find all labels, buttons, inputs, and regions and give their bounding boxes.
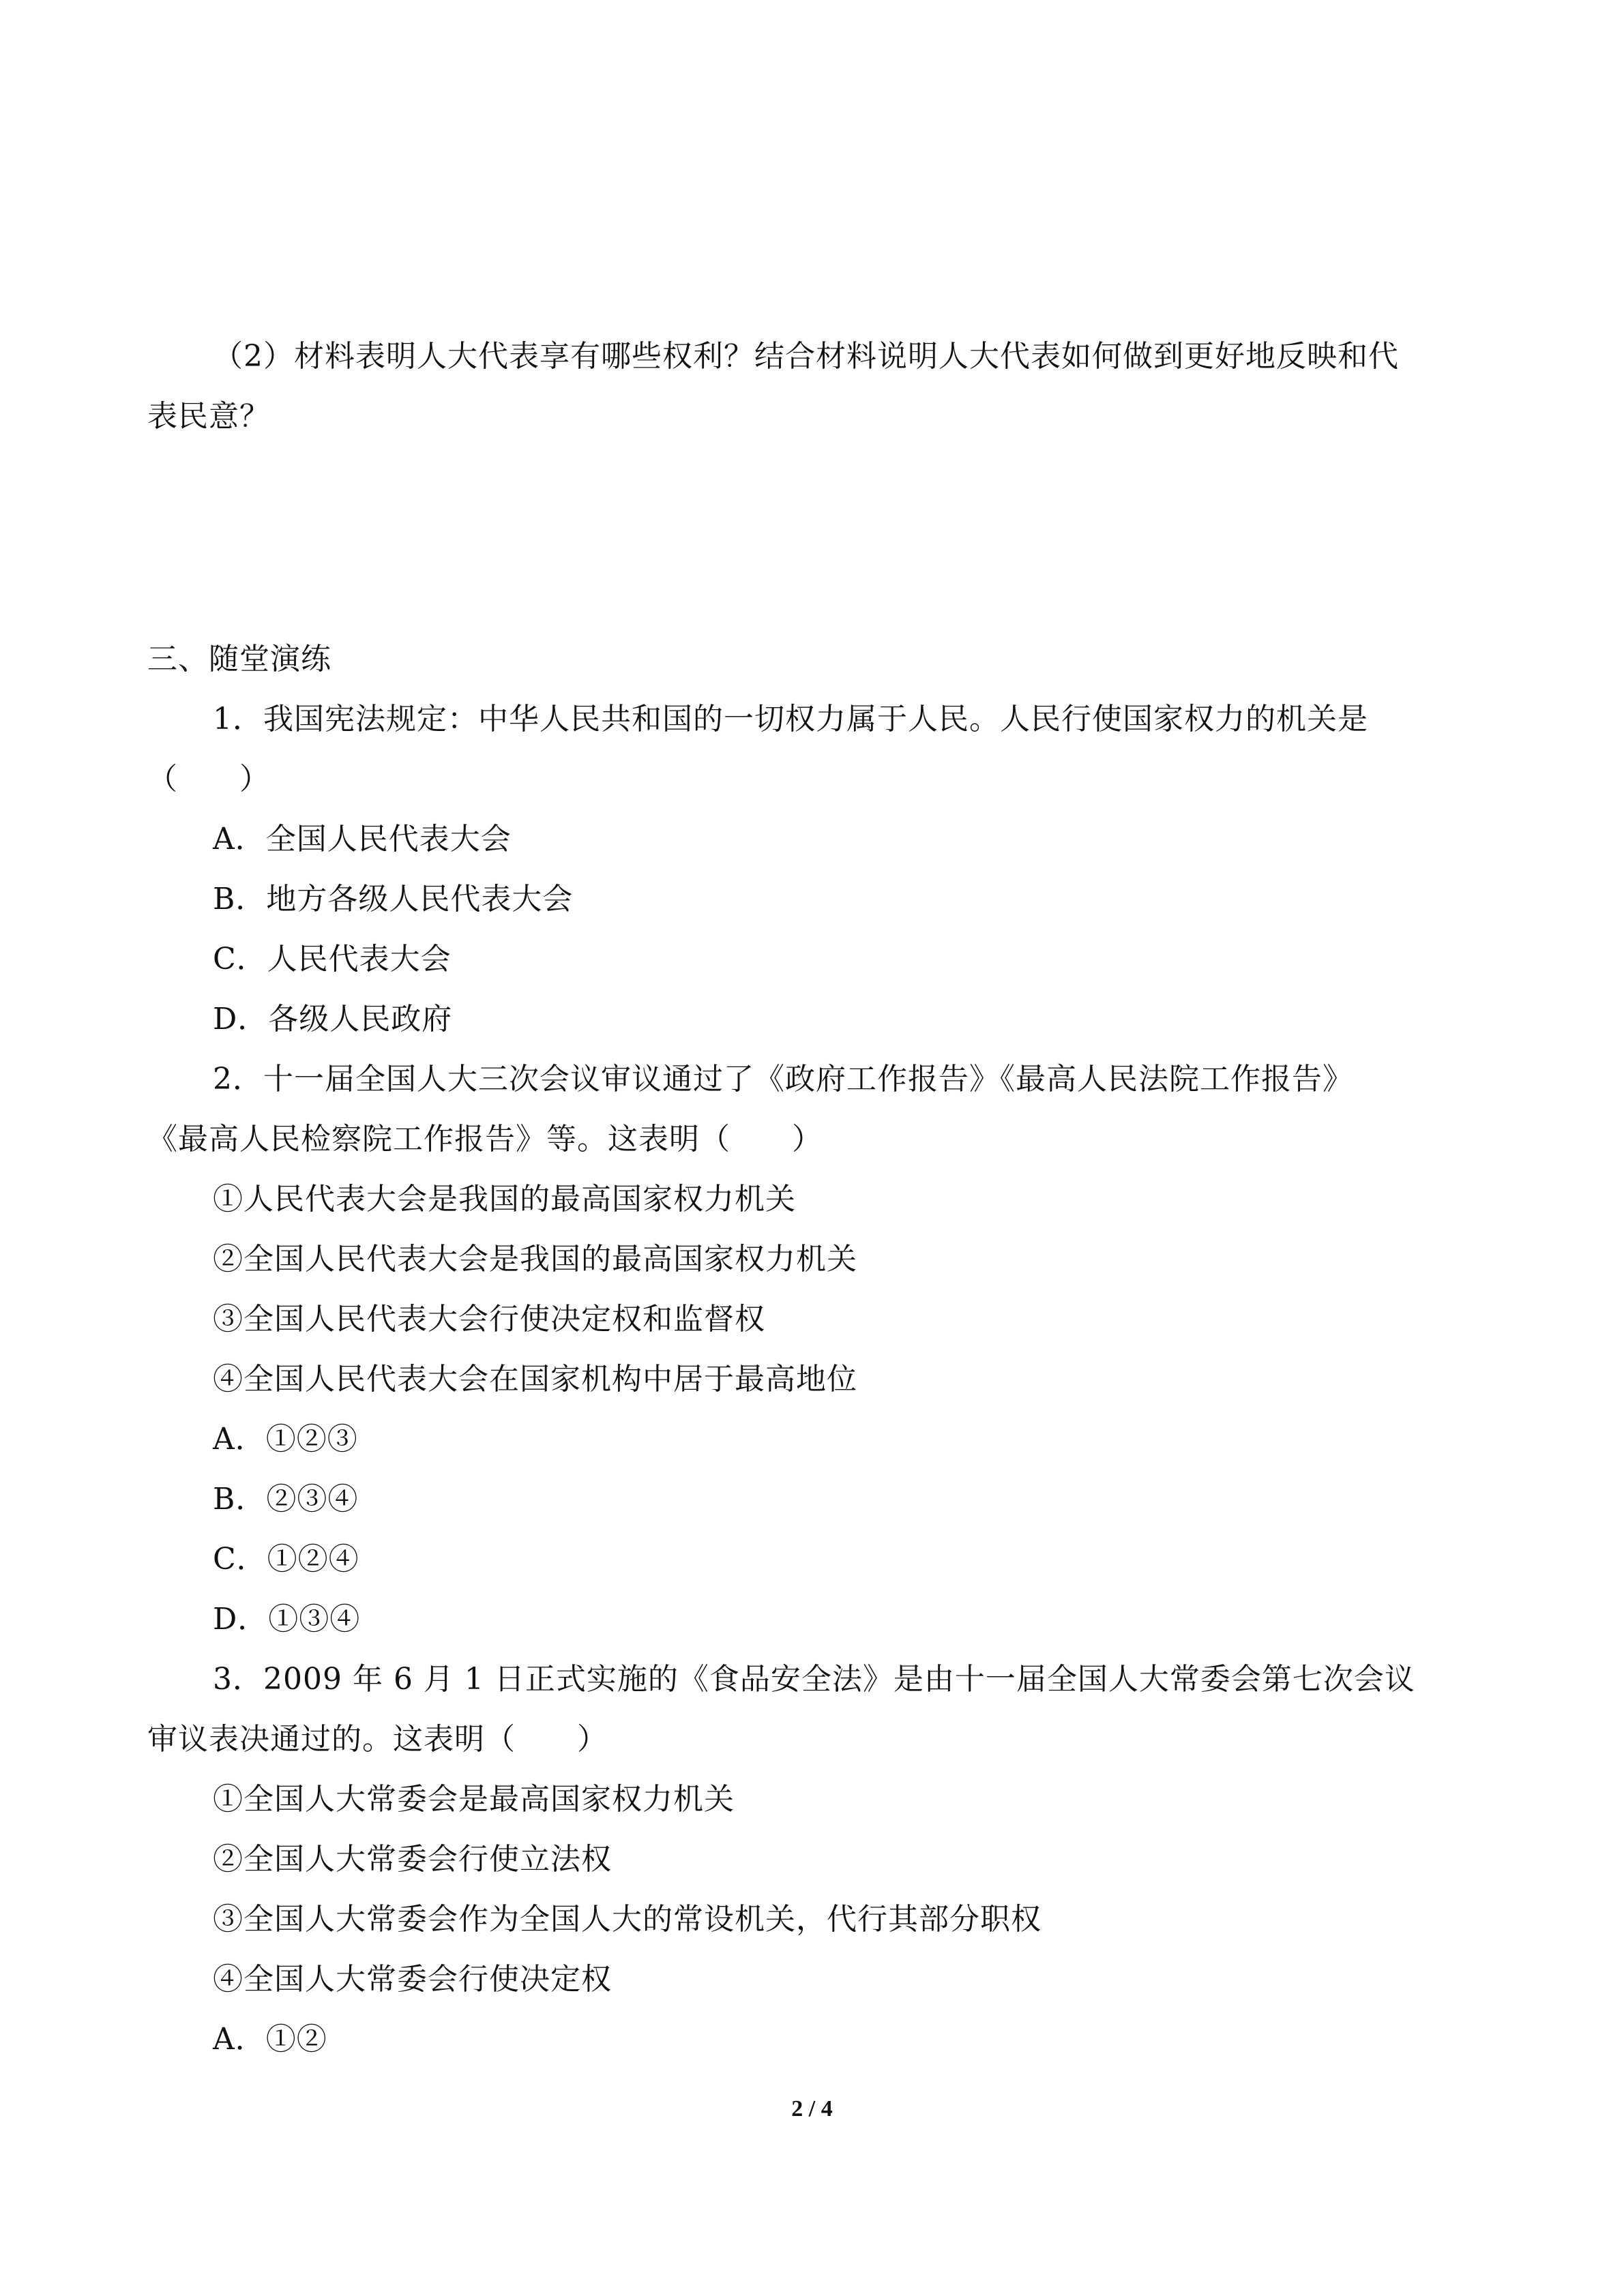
q3-option-a: A．①② [213,2022,327,2057]
q2-statement-2: ②全国人民代表大会是我国的最高国家权力机关 [213,1242,857,1277]
q2-option-d: D．①③④ [213,1602,361,1637]
q2-option-c: C．①②④ [213,1542,359,1577]
q3-statement-1: ①全国人大常委会是最高国家权力机关 [213,1782,735,1817]
question-2-2-line-2: 表民意？ [147,399,270,434]
q2-stem-line-2: 《最高人民检察院工作报告》等。这表明（ ） [147,1122,823,1157]
q2-statement-3: ③全国人民代表大会行使决定权和监督权 [213,1302,765,1337]
q1-option-a: A．全国人民代表大会 [213,822,512,856]
q2-option-a: A．①②③ [213,1422,358,1457]
q2-stem-line-1: 2．十一届全国人大三次会议审议通过了《政府工作报告》《最高人民法院工作报告》 [213,1062,1353,1097]
q3-statement-4: ④全国人大常委会行使决定权 [213,1962,612,1997]
section-heading: 三、随堂演练 [147,642,331,676]
q2-statement-4: ④全国人民代表大会在国家机构中居于最高地位 [213,1362,857,1397]
q3-statement-2: ②全国人大常委会行使立法权 [213,1842,612,1877]
q1-option-d: D．各级人民政府 [213,1002,453,1037]
q1-option-c: C．人民代表大会 [213,942,452,976]
question-2-2-line-1: （2）材料表明人大代表享有哪些权利？结合材料说明人大代表如何做到更好地反映和代 [213,339,1399,374]
page-number: 2 / 4 [791,2096,833,2121]
q3-stem-line-1: 3．2009 年 6 月 1 日正式实施的《食品安全法》是由十一届全国人大常委会第七次会议 [213,1662,1415,1697]
q3-statement-3: ③全国人大常委会作为全国人大的常设机关，代行其部分职权 [213,1902,1042,1937]
q1-stem-line-1: 1．我国宪法规定：中华人民共和国的一切权力属于人民。人民行使国家权力的机关是 [213,702,1368,736]
q2-option-b: B．②③④ [213,1482,359,1517]
q1-stem-line-2: （ ） [147,762,270,796]
q2-statement-1: ①人民代表大会是我国的最高国家权力机关 [213,1182,796,1217]
q1-option-b: B．地方各级人民代表大会 [213,882,574,916]
q3-stem-line-2: 审议表决通过的。这表明（ ） [147,1722,608,1757]
